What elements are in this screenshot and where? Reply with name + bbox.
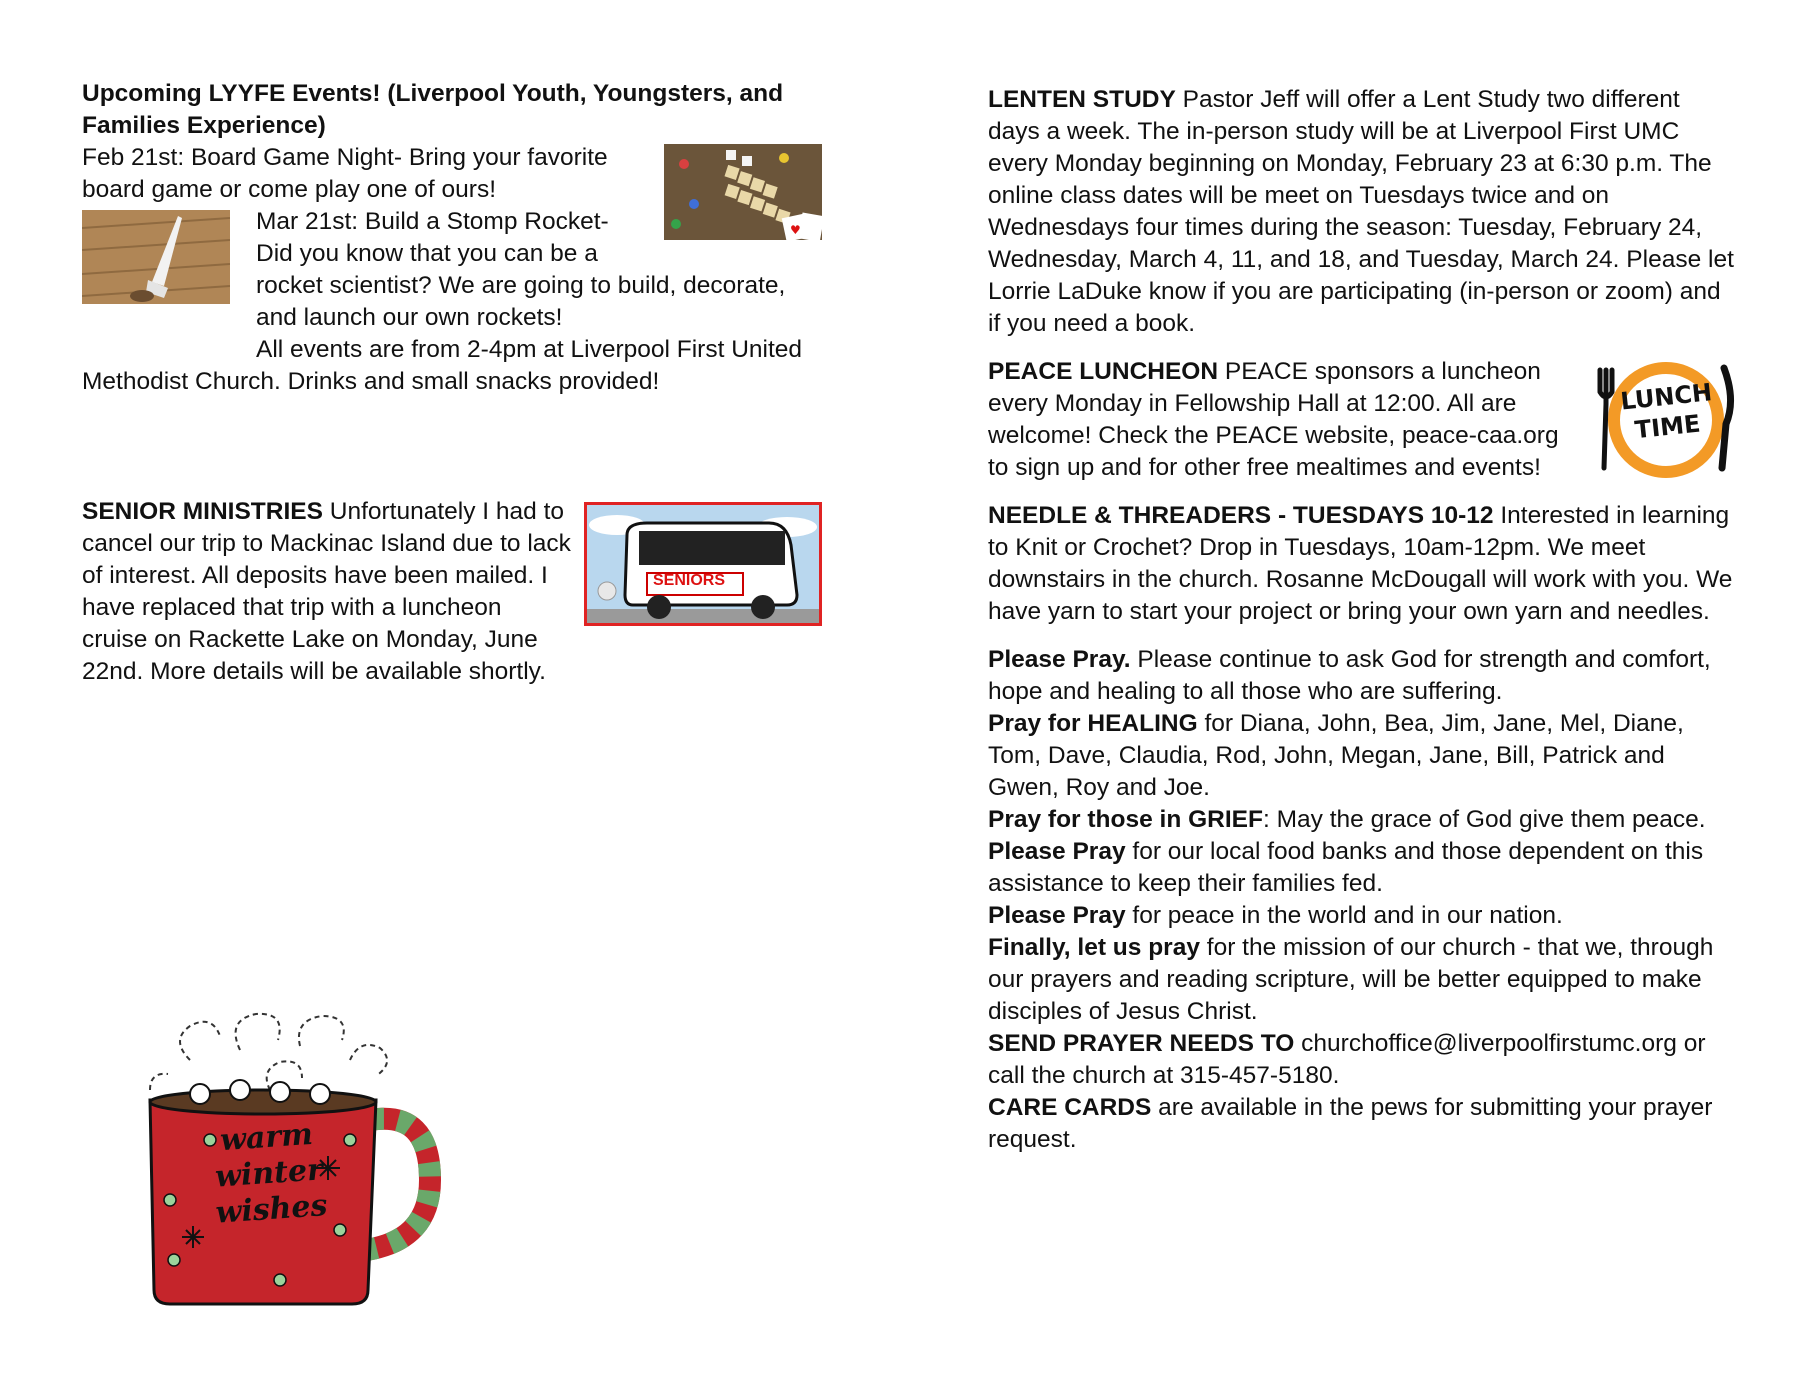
senior-body: Unfortunately I had to cancel our trip to Mackinac Island due to lack of interest. All deposits have been mailed. I have replaced that trip with a luncheon cruise on Rackette Lake on Monday, June 22nd. More details will be available shortly.: [82, 498, 571, 685]
prayer-7-text: or call the church at 315-457-5180.: [988, 1030, 1706, 1089]
mug-text-line-1: warm: [218, 1116, 314, 1159]
prayer-2-heading: Pray for HEALING: [988, 710, 1198, 737]
prayer-1-heading: Please Pray.: [988, 646, 1131, 673]
prayer-4: [988, 836, 1736, 900]
bus-icon: [587, 505, 819, 623]
prayer-6-heading: Finally, let us pray: [988, 934, 1200, 961]
prayer-email[interactable]: churchoffice@liverpoolfirstumc.org: [1301, 1030, 1677, 1057]
lenten-heading: LENTEN STUDY: [988, 86, 1176, 113]
needle-heading: NEEDLE & THREADERS - TUESDAYS 10-12: [988, 502, 1494, 529]
lunch-line-2: TIME: [1633, 409, 1702, 445]
left-column: [82, 78, 822, 688]
prayer-7: [988, 1028, 1736, 1092]
prayer-4-heading: Please Pray: [988, 838, 1126, 865]
prayer-7-heading: SEND PRAYER NEEDS TO: [988, 1030, 1295, 1057]
prayer-3-text: : May the grace of God give them peace.: [1263, 806, 1706, 833]
prayer-2: [988, 708, 1736, 804]
board-game-icon: [664, 144, 822, 240]
lyyfe-heading: Upcoming LYYFE Events! (Liverpool Youth, Youngsters, and Families Experience): [82, 80, 784, 139]
lyyfe-line-2: Mar 21st: Build a Stomp Rocket- Did you know that you can be a rocket scientist? We are going to build, decorate, and launch our own rockets!: [256, 208, 786, 331]
lenten-body: Pastor Jeff will offer a Lent Study two different days a week. The in-person study will be at Liverpool First UMC every Monday beginning on Monday, February 23 at 6:30 p.m. The online class dates will be meet on Tuesdays twice and on Wednesdays four times during the season: Tuesday, February 24, Wednesday, March 4, 11, and 18, and Tuesday, March 24. Please let Lorrie LaDuke know if you are participating (in-person or zoom) and if you need a book.: [988, 86, 1734, 337]
prayer-8-text: are available in the pews for submitting your prayer request.: [988, 1094, 1713, 1153]
prayer-3: [988, 804, 1736, 836]
lunch-time-text: [1619, 378, 1713, 447]
prayer-6-text: for the mission of our church - that we, through our prayers and reading scripture, will be better equipped to make disciples of Jesus Christ.: [988, 934, 1714, 1025]
peace-heading: PEACE LUNCHEON: [988, 358, 1219, 385]
needle-threaders: [988, 500, 1736, 628]
prayer-1-text: Please continue to ask God for strength and comfort, hope and healing to all those who are suffering.: [988, 646, 1711, 705]
board-game-image: [664, 144, 822, 240]
prayer-5-text: for peace in the world and in our nation.: [1132, 902, 1563, 929]
rocket-icon: [82, 210, 230, 304]
lunch-line-1: LUNCH: [1619, 378, 1714, 416]
lyyfe-line-1: Feb 21st: Board Game Night- Bring your favorite board game or come play one of ours!: [82, 144, 608, 203]
prayer-5-heading: Please Pray: [988, 902, 1126, 929]
right-column: [988, 84, 1736, 1156]
mug-text-line-2: winter: [213, 1152, 324, 1195]
prayer-3-heading: Pray for those in GRIEF: [988, 806, 1263, 833]
prayer-1: [988, 644, 1736, 708]
needle-body: Interested in learning to Knit or Crochet? Drop in Tuesdays, 10am-12pm. We meet downstairs in the church. Rosanne McDougall will work with you. We have yarn to start your project or bring your own yarn and needles.: [988, 502, 1733, 625]
lunch-time-image: [1596, 360, 1736, 478]
lenten-study: [988, 84, 1736, 340]
seniors-bus-image: [584, 502, 822, 626]
stomp-rocket-image: [82, 210, 230, 304]
peace-body: PEACE sponsors a luncheon every Monday in Fellowship Hall at 12:00. All are welcome! Check the PEACE website, peace-caa.org to sign up and for other free mealtimes and events!: [988, 358, 1559, 481]
warm-winter-wishes-mug: [130, 990, 470, 1310]
prayer-6: [988, 932, 1736, 1028]
lyyfe-line-3: All events are from 2-4pm at Liverpool First United Methodist Church. Drinks and small snacks provided!: [82, 336, 803, 395]
mug-text: [170, 1114, 367, 1235]
prayer-4-text: for our local food banks and those dependent on this assistance to keep their families fed.: [988, 838, 1704, 897]
seniors-image-label: SENIORS: [653, 572, 726, 589]
prayer-8-heading: CARE CARDS: [988, 1094, 1152, 1121]
prayer-8: [988, 1092, 1736, 1156]
svg-text:♥: ♥: [790, 223, 801, 237]
mug-text-line-3: wishes: [214, 1188, 329, 1231]
senior-heading: SENIOR MINISTRIES: [82, 498, 323, 525]
prayer-5: [988, 900, 1736, 932]
prayer-2-text: for Diana, John, Bea, Jim, Jane, Mel, Diane, Tom, Dave, Claudia, Rod, John, Megan, Jane, Bill, Patrick and Gwen, Roy and Joe.: [988, 710, 1684, 801]
